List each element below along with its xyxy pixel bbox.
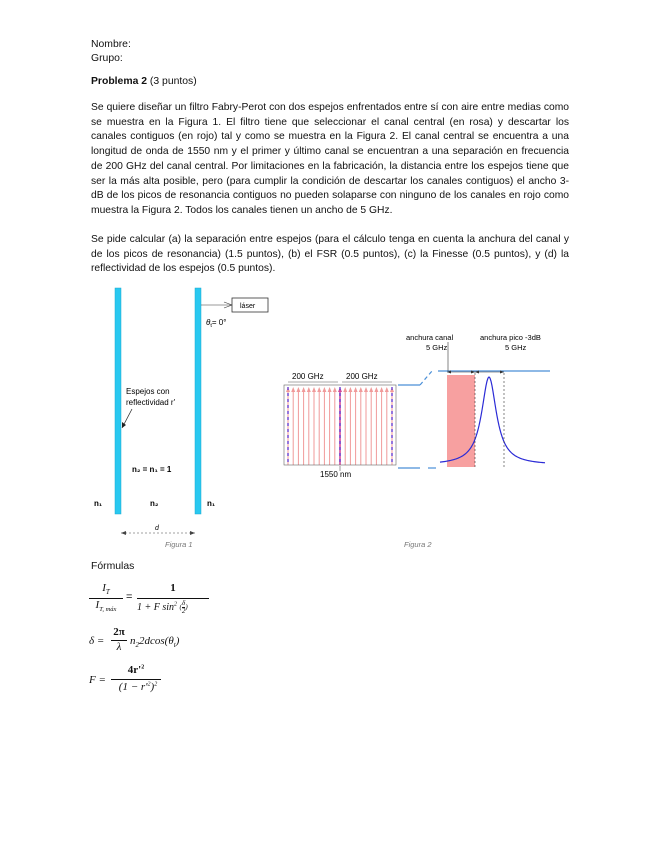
figure-1 [80, 282, 280, 540]
mirror-label-1: Espejos con [126, 387, 170, 396]
nombre-label: Nombre: [91, 39, 131, 50]
grupo-label: Grupo: [91, 53, 123, 64]
center-wavelength-label: 1550 nm [320, 470, 352, 479]
central-channel-band [447, 375, 475, 467]
right-mirror [195, 288, 201, 514]
spacing-label-left: 200 GHz [292, 372, 324, 381]
problem-points: (3 puntos) [149, 76, 197, 87]
problem-heading [91, 75, 197, 89]
figure-2 [270, 325, 560, 485]
angle-label: $\theta_t= 0^\circ$ [206, 318, 227, 329]
formula-intensity: $I_T$ $I_{T, máx}$ = 1 1 + F $\sin^2$ ( $\frac{\delta}{2}$ ) [89, 582, 229, 622]
problem-paragraph-2: Se pide calcular (a) la separación entre espejos (para el cálculo tenga en cuenta la anchura del canal y de los picos de resonancia) (1.5 puntos), (b) el FSR (0.5 puntos), (c) la Finesse (0.5 puntos), y (d) la reflectividad de los espejos (0.5 puntos). [91, 234, 569, 275]
figure-2-caption: Figura 2 [404, 540, 432, 549]
laser-label: láser [240, 303, 256, 310]
n2-middle: n₂ [150, 499, 159, 508]
refractive-index-equation: n₂ = n₁ = 1 [132, 465, 172, 474]
n1-left: n₁ [94, 499, 103, 508]
distance-label: d [155, 525, 159, 532]
channel-width-label-2: 5 GHz [426, 343, 448, 352]
n1-right: n₁ [207, 499, 216, 508]
figure-1-caption: Figura 1 [165, 540, 193, 549]
channel-width-label-1: anchura canal [406, 333, 454, 342]
peak-width-label-2: 5 GHz [505, 343, 527, 352]
problem-paragraph-1: Se quiere diseñar un filtro Fabry-Perot con dos espejos enfrentados entre sí con aire entre medias como se muestra en la Figura 1. El filtro tiene que seleccionar el canal central (en rosa) y descartar los canales contiguos (en rojo) tal y como se muestra en la Figura 2. El canal central se encuentra a una longitud de onda de 1550 nm y el primer y último canal se encuentran a una separación en frecuencia de 200 GHz del canal central. Por limitaciones en la fabricación, la distancia entre los espejos tiene que ser la más alta posible, pero (para cumplir la condición de descartar los canales contiguos) el ancho 3-dB de los picos de resonancia contiguos no pueden solaparse con ninguno de los canales en rojo como muestra la Figura 2. Todos los canales tienen un ancho de 5 GHz. [91, 102, 569, 216]
left-mirror [115, 288, 121, 514]
peak-width-label-1: anchura pico -3dB [480, 333, 541, 342]
formulas-title: Fórmulas [91, 561, 135, 572]
channel-comb [286, 387, 394, 465]
problem-title: Problema 2 [91, 76, 148, 87]
spacing-label-right: 200 GHz [346, 372, 378, 381]
mirror-label-2: reflectividad r' [126, 398, 176, 407]
